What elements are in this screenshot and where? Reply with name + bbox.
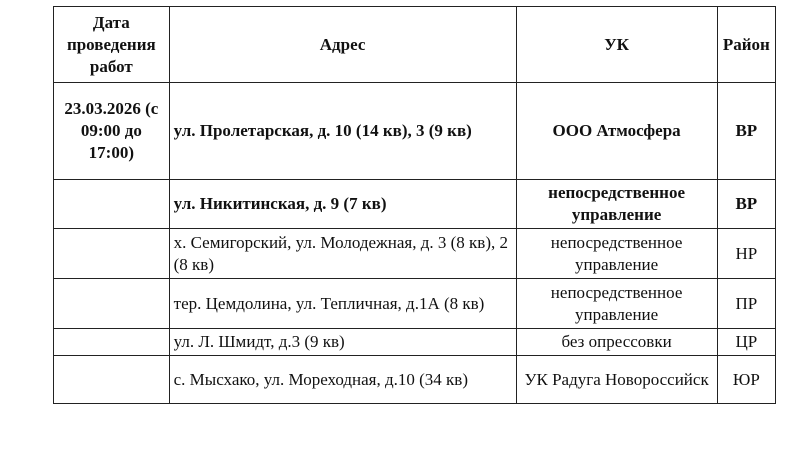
address-cell: ул. Пролетарская, д. 10 (14 кв), 3 (9 кв) bbox=[169, 83, 516, 180]
uk-cell: без опрессовки bbox=[516, 329, 717, 356]
address-cell: ул. Л. Шмидт, д.3 (9 кв) bbox=[169, 329, 516, 356]
uk-cell: непосредственное управление bbox=[516, 180, 717, 229]
empty-date-cell bbox=[54, 356, 170, 404]
uk-cell: непосредственное управление bbox=[516, 229, 717, 279]
district-cell: ЮР bbox=[717, 356, 775, 404]
uk-cell: непосредственное управление bbox=[516, 279, 717, 329]
table-row bbox=[54, 180, 776, 229]
address-cell: ул. Никитинская, д. 9 (7 кв) bbox=[169, 180, 516, 229]
table-row bbox=[54, 229, 776, 279]
table-row bbox=[54, 83, 776, 180]
header-date: Дата проведения работ bbox=[54, 7, 170, 83]
header-address: Адрес bbox=[169, 7, 516, 83]
table-row bbox=[54, 279, 776, 329]
uk-cell: ООО Атмосфера bbox=[516, 83, 717, 180]
district-cell: ПР bbox=[717, 279, 775, 329]
address-cell: х. Семигорский, ул. Молодежная, д. 3 (8 кв), 2 (8 кв) bbox=[169, 229, 516, 279]
date-cell: 23.03.2026 (с 09:00 до 17:00) bbox=[54, 83, 170, 180]
header-district: Район bbox=[717, 7, 775, 83]
table-row bbox=[54, 329, 776, 356]
schedule-table bbox=[53, 6, 776, 404]
empty-date-cell bbox=[54, 229, 170, 279]
empty-date-cell bbox=[54, 180, 170, 229]
uk-cell: УК Радуга Новороссийск bbox=[516, 356, 717, 404]
address-cell: с. Мысхако, ул. Мореходная, д.10 (34 кв) bbox=[169, 356, 516, 404]
table-header-row bbox=[54, 7, 776, 83]
district-cell: НР bbox=[717, 229, 775, 279]
district-cell: ВР bbox=[717, 180, 775, 229]
table-row bbox=[54, 356, 776, 404]
address-cell: тер. Цемдолина, ул. Тепличная, д.1А (8 кв) bbox=[169, 279, 516, 329]
empty-date-cell bbox=[54, 279, 170, 329]
header-uk: УК bbox=[516, 7, 717, 83]
district-cell: ЦР bbox=[717, 329, 775, 356]
district-cell: ВР bbox=[717, 83, 775, 180]
empty-date-cell bbox=[54, 329, 170, 356]
